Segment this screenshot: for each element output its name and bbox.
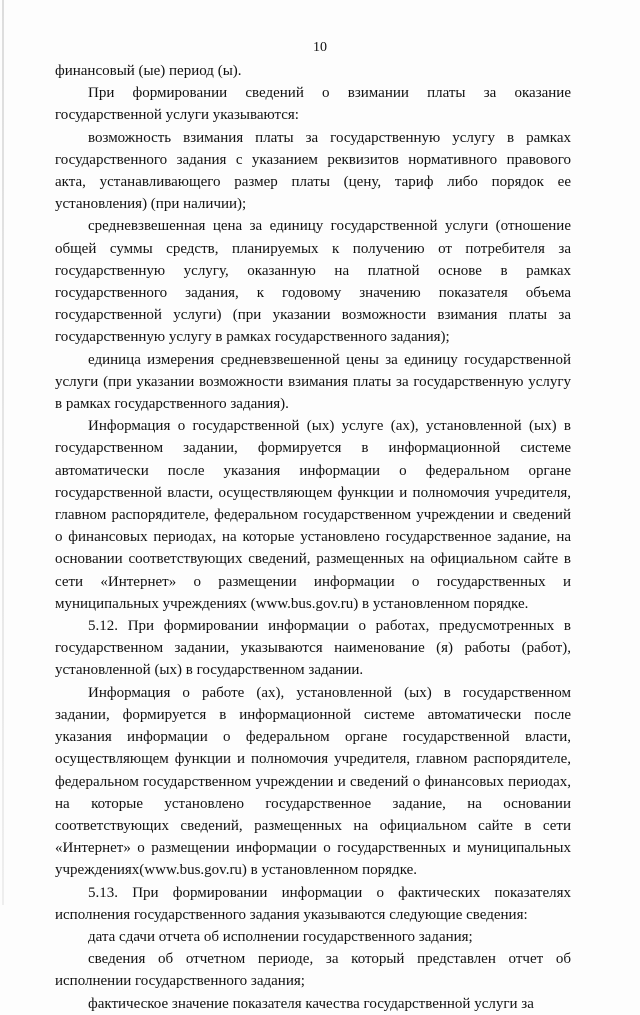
paragraph-2: При формировании сведений о взимании платы за оказание государственной услуги указываются: [55, 85, 571, 124]
paragraph-6: Информация о государственной (ых) услуге (ах), установленной (ых) в государственном задании, формируется в информационной системе автоматически после указания информации о федеральном органе государственной власти, осуществляющем функции и полномочия учредителя, главном распорядителе, федеральном государственном учреждении и сведений о финансовых периодах, на которые установлено государственное задание, на основании соответствующих сведений, размещенных на официальном сайте в сети «Интернет» о размещении информации о государственных и муниципальных учреждениях (www.bus.gov.ru) в установленном порядке. [55, 418, 571, 612]
scan-edge [2, 0, 4, 905]
paragraph-7: 5.12. При формировании информации о работах, предусмотренных в государственном задании, указываются наименование (я) работы (работ), установленной (ых) в государственном задании. [55, 618, 571, 679]
paragraph-9: 5.13. При формировании информации о фактических показателях исполнения государственного задания указываются следующие сведения: [55, 884, 571, 923]
page-number: 10 [313, 40, 327, 55]
paragraph-3: возможность взимания платы за государственную услугу в рамках государственного задания с указанием реквизитов нормативного правового акта, устанавливающего размер платы (цену, тариф либо порядок ее установления) (при наличии); [55, 129, 571, 213]
paragraph-10: дата сдачи отчета об исполнении государственного задания; [88, 928, 473, 945]
document-body [55, 60, 571, 1015]
paragraph-4: средневзвешенная цена за единицу государственной услуги (отношение общей суммы средств, планируемых к получению от потребителя за государственную услугу, оказанную на платной основе в рамках государственного задания, к годовому значению показателя объема государственной услуги) (при указании возможности взимания платы за государственную услугу в рамках государственного задания); [55, 218, 571, 346]
paragraph-8: Информация о работе (ах), установленной (ых) в государственном задании, формируется в информационной системе автоматически после указания информации о федеральном органе государственной власти, осуществляющем функции и полномочия учредителя, главном распорядителе, федеральном государственном учреждении и сведений о финансовых периодах, на которые установлено государственное задание, на основании соответствующих сведений, размещенных на официальном сайте в сети «Интернет» о размещении информации о государственных и муниципальных учреждениях(www.bus.gov.ru) в установленном порядке. [55, 684, 571, 879]
paragraph-5: единица измерения средневзвешенной цены за единицу государственной услуги (при указании возможности взимания платы за государственную услугу в рамках государственного задания). [55, 351, 571, 413]
paragraph-1: финансовый (ые) период (ы). [55, 63, 242, 79]
paragraph-12: фактическое значение показателя качества государственной услуги за [88, 995, 534, 1012]
paragraph-11: сведения об отчетном периоде, за который представлен отчет об исполнении государственного задания; [55, 951, 571, 990]
